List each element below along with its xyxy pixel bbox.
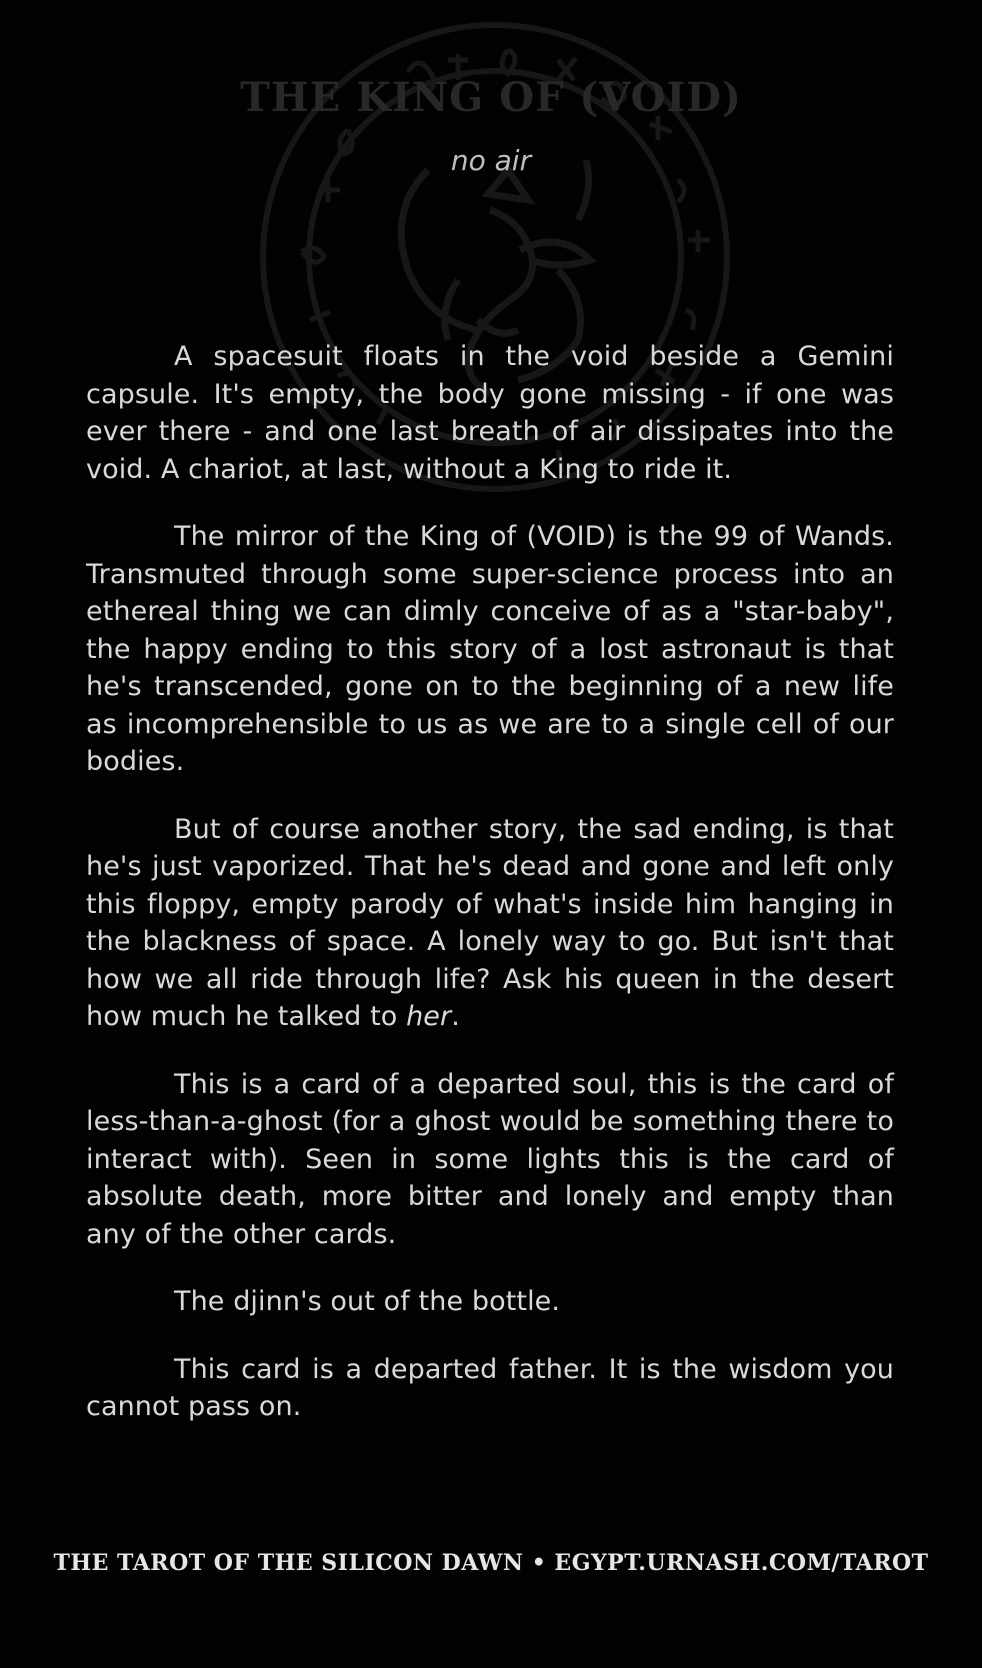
paragraph-5: The djinn's out of the bottle. [174, 1286, 561, 1317]
paragraph-3-end: . [451, 1001, 460, 1032]
paragraph-1: A spacesuit floats in the void beside a Gemini capsule. It's empty, the body gone missing - if one was ever there - and one last breath of air dissipates into the void. A chariot, at last, without a King to ride it. [86, 341, 894, 485]
paragraph-4: This is a card of a departed soul, this is the card of less-than-a-ghost (for a ghost would be something there to interact with). Seen in some lights this is the card of absolute death, more bitter and lonely and empty than any of the other cards. [86, 1068, 894, 1250]
paragraph-3 [86, 811, 894, 1036]
paragraph-3-emphasis: her [406, 1001, 452, 1032]
card-title: THE KING OF (VOID) [240, 74, 742, 121]
card-description [86, 338, 894, 1456]
footer-credit: THE TAROT OF THE SILICON DAWN • EGYPT.URNASH.COM/TAROT [53, 1550, 929, 1576]
card-subtitle: no air [450, 144, 532, 177]
paragraph-6: This card is a departed father. It is the wisdom you cannot pass on. [86, 1353, 894, 1422]
paragraph-3-text: But of course another story, the sad ending, is that he's just vaporized. That he's dead and gone and left only this floppy, empty parody of what's inside him hanging in the blackness of space. A lonely way to go. But isn't that how we all ride through life? Ask his queen in the desert how much he talked to [86, 813, 894, 1032]
paragraph-2: The mirror of the King of (VOID) is the 99 of Wands. Transmuted through some super-science process into an ethereal thing we can dimly conceive of as a "star-baby", the happy ending to this story of a lost astronaut is that he's transcended, gone on to the beginning of a new life as incomprehensible to us as we are to a single cell of our bodies. [86, 521, 894, 777]
